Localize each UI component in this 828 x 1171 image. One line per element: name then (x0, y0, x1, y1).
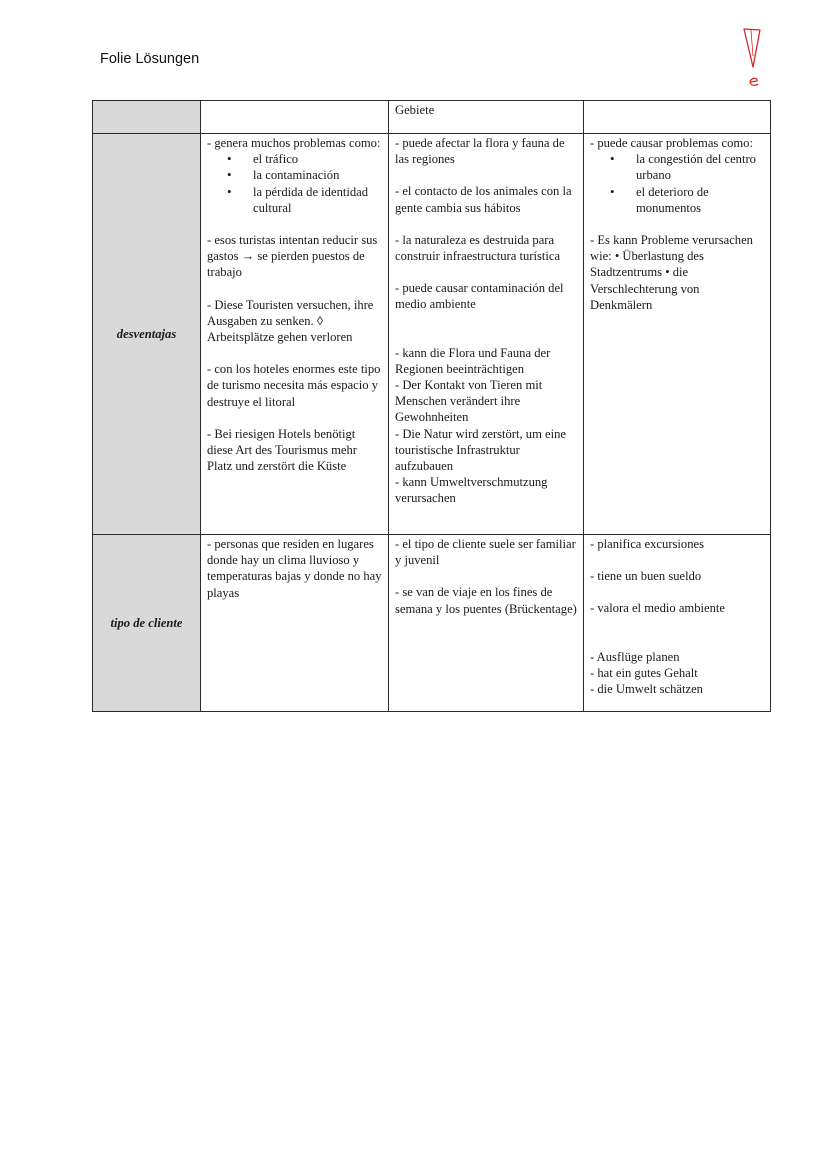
header-cell (584, 101, 771, 134)
page-title: Folie Lösungen (100, 51, 200, 67)
cell-text: - puede causar contaminación del medio ambiente (395, 281, 564, 312)
bullet-list (207, 151, 382, 216)
cell-text: - se van de viaje en los fines de semana y los puentes (Brückentage) (395, 585, 577, 616)
cell-text: - el contacto de los animales con la gente cambia sus hábitos (395, 184, 572, 215)
cell-text: - valora el medio ambiente (590, 601, 725, 616)
cell-text: - genera muchos problemas como: (207, 136, 381, 150)
table-row-desventajas (93, 134, 771, 535)
list-item: • la pérdida de identidad cultural (253, 184, 382, 216)
table-row-tipo-de-cliente (93, 535, 771, 712)
cell-text: - hat ein gutes Gehalt (590, 665, 698, 680)
cell-text: - Die Natur wird zerstört, um eine touristische Infrastruktur aufzubauen (395, 426, 567, 474)
desventajas-cell-3 (584, 134, 771, 535)
tipo-cell-3 (584, 535, 771, 712)
cell-text: - con los hoteles enormes este tipo de turismo necesita más espacio y destruye el litoral (207, 362, 381, 409)
desventajas-cell-1 (201, 134, 389, 535)
cell-text: - kann die Flora und Fauna der Regionen beeinträchtigen (395, 345, 551, 376)
summary-table (92, 100, 771, 712)
list-item: • la contaminación (253, 167, 382, 183)
tipo-cell-1 (201, 535, 389, 712)
header-cell-gebiete: Gebiete (389, 101, 584, 134)
list-item: • el tráfico (253, 151, 382, 167)
cell-text: - Bei riesigen Hotels benötigt diese Art des Tourismus mehr Platz und zerstört die Küste (207, 426, 357, 474)
desventajas-cell-2 (389, 134, 584, 535)
cell-text: - die Umwelt schätzen (590, 682, 703, 697)
row-label-tipo-de-cliente: tipo de cliente (93, 535, 201, 712)
row-label-desventajas: desventajas (93, 134, 201, 535)
cell-text: - Es kann Probleme verursachen wie: • Überlastung des Stadtzentrums • die Verschlechterung von Denkmälern (590, 233, 753, 312)
cell-text: - puede causar problemas como: (590, 136, 753, 150)
list-item: • la congestión del centro urbano (636, 151, 764, 183)
list-item: • el deterioro de monumentos (636, 184, 764, 216)
cell-text: - personas que residen en lugares donde hay un clima lluvioso y temperaturas bajas y donde no hay playas (207, 537, 382, 600)
cell-text: - Diese Touristen versuchen, ihre Ausgaben zu senken. ◊ Arbeitsplätze gehen verloren (207, 297, 374, 345)
header-cell-empty (93, 101, 201, 134)
bullet-list (590, 151, 764, 216)
cell-text: - planifica excursiones (590, 537, 704, 551)
header-row (93, 101, 771, 134)
cell-text: - kann Umweltverschmutzung verursachen (395, 475, 548, 506)
cell-text: - Der Kontakt von Tieren mit Menschen verändert ihre Gewohnheiten (395, 378, 543, 425)
cell-text: - el tipo de cliente suele ser familiar y juvenil (395, 537, 576, 568)
cell-text: - puede afectar la flora y fauna de las regiones (395, 136, 565, 167)
header-cell (201, 101, 389, 134)
cell-text: - esos turistas intentan reducir sus gastos → se pierden puestos de trabajo (207, 233, 378, 280)
cell-text: - tiene un buen sueldo (590, 569, 702, 584)
cell-text: - la naturaleza es destruida para construir infraestructura turística (395, 232, 561, 264)
red-cone-logo-icon (738, 26, 768, 88)
tipo-cell-2 (389, 535, 584, 712)
cell-text: - Ausflüge planen (590, 649, 680, 664)
